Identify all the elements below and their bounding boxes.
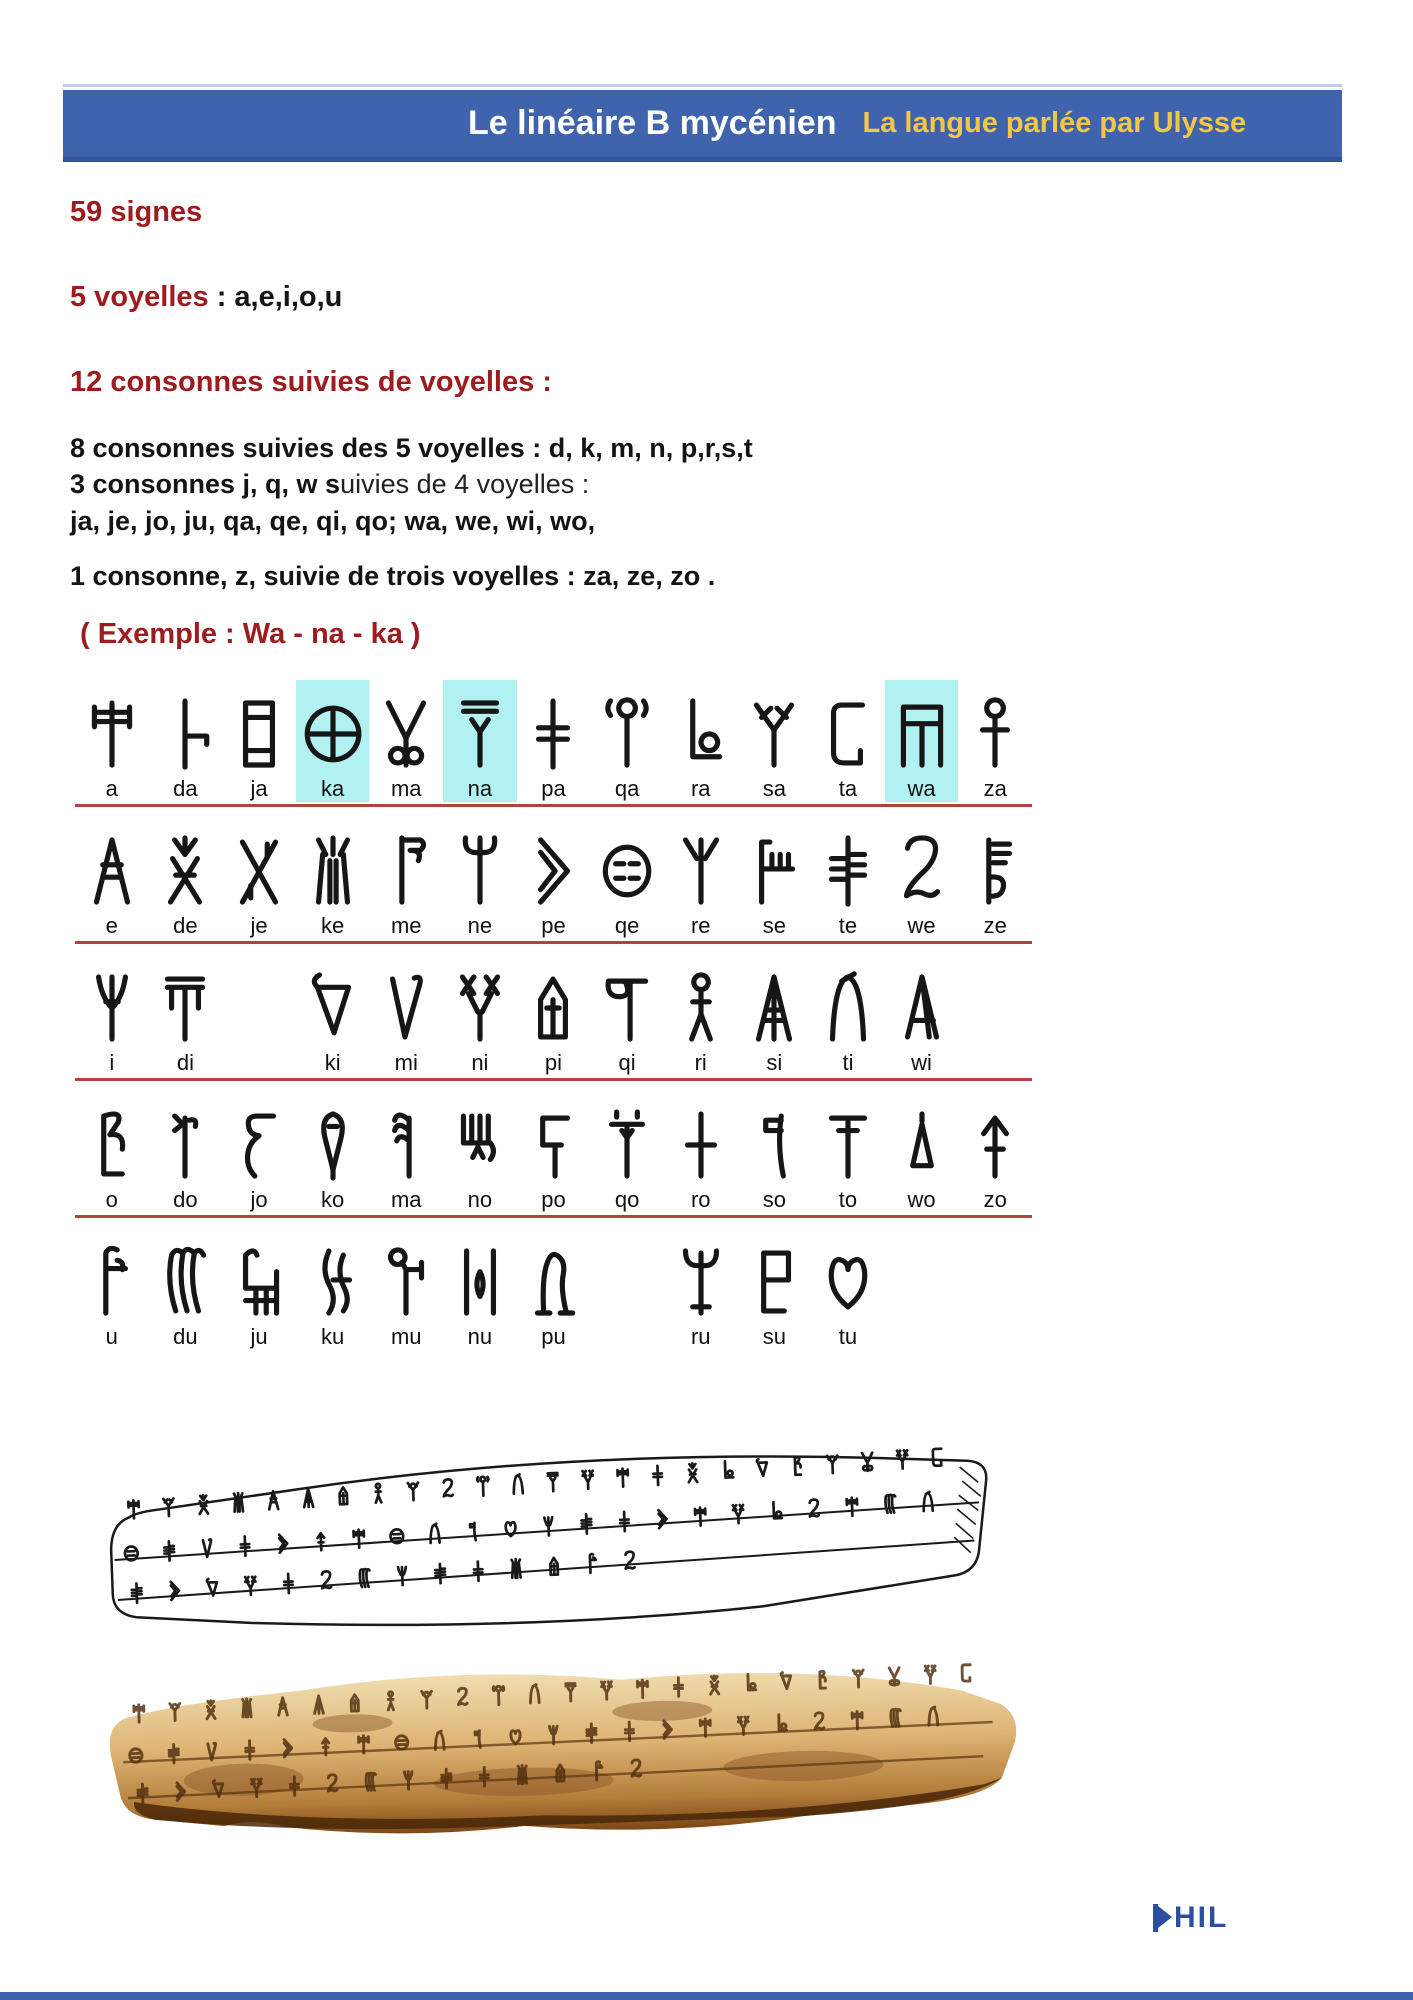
syllable-label: we xyxy=(907,913,936,938)
syllabary-row xyxy=(75,954,1032,1076)
syllable-label: qi xyxy=(618,1050,636,1075)
syllabary-cell-ro xyxy=(664,1091,738,1213)
linear-b-we-sign-icon xyxy=(891,829,953,913)
syllable-label: ru xyxy=(690,1324,711,1349)
linear-b-tu-sign-icon xyxy=(817,1240,879,1324)
linear-b-to-sign-icon xyxy=(817,1103,879,1187)
syllabary-cell-ja xyxy=(222,680,296,802)
syllable-label: no xyxy=(467,1187,493,1212)
syllabary-cell-sa xyxy=(738,680,812,802)
syllabary-cell-ka xyxy=(296,680,370,802)
syllabary-row xyxy=(75,1091,1032,1213)
syllabary-cell-ne xyxy=(443,817,517,939)
syllable-label: ne xyxy=(467,913,493,938)
header-top-rule xyxy=(63,84,1342,87)
linear-b-ke-sign-icon xyxy=(302,829,364,913)
syllable-label: wo xyxy=(907,1187,936,1212)
linear-b-do-sign-icon xyxy=(154,1103,216,1187)
syllable-label: si xyxy=(766,1050,783,1075)
syllable-label: ju xyxy=(250,1324,268,1349)
syllable-label: ze xyxy=(983,913,1007,938)
linear-b-pu-sign-icon xyxy=(522,1240,584,1324)
linear-b-wo-sign-icon xyxy=(891,1103,953,1187)
linear-b-di-sign-icon xyxy=(154,966,216,1050)
vowels-line xyxy=(70,281,342,314)
linear-b-wi-sign-icon xyxy=(891,966,953,1050)
syllabary-cell-wa xyxy=(885,680,959,802)
syllabary-cell-re xyxy=(664,817,738,939)
syllable-label: ma xyxy=(390,776,422,801)
linear-b-ri-sign-icon xyxy=(670,966,732,1050)
syllabary-cell-ko xyxy=(296,1091,370,1213)
tablet-line-drawing xyxy=(100,1438,1005,1638)
syllabary-cell-nu xyxy=(443,1228,517,1350)
linear-b-ta-sign-icon xyxy=(817,692,879,776)
syllable-label: so xyxy=(762,1187,786,1212)
syllabary-cell-so xyxy=(738,1091,812,1213)
linear-b-na-sign-icon xyxy=(449,692,511,776)
syllabary-cell-wi xyxy=(885,954,959,1076)
syllable-label: mi xyxy=(394,1050,418,1075)
bottom-blue-strip xyxy=(0,1992,1413,2000)
linear-b-qo-sign-icon xyxy=(596,1103,658,1187)
syllable-label: qe xyxy=(614,913,640,938)
linear-b-si-sign-icon xyxy=(743,966,805,1050)
linear-b-po-sign-icon xyxy=(522,1103,584,1187)
syllable-label: ra xyxy=(690,776,711,801)
syllable-label: po xyxy=(541,1187,566,1212)
linear-b-qe-sign-icon xyxy=(596,829,658,913)
linear-b-de-sign-icon xyxy=(154,829,216,913)
syllable-label: e xyxy=(105,913,118,938)
line-syllables: ja, je, jo, ju, qa, qe, qi, qo; wa, we, wi, wo, xyxy=(70,506,596,536)
syllable-label: ni xyxy=(471,1050,489,1075)
row-separator-rule xyxy=(75,941,1032,944)
linear-b-ne-sign-icon xyxy=(449,829,511,913)
syllable-label: se xyxy=(762,913,786,938)
syllabary-cell-pi xyxy=(517,954,591,1076)
linear-b-pe-sign-icon xyxy=(522,829,584,913)
linear-b-sa-sign-icon xyxy=(743,692,805,776)
syllabary-cell-si xyxy=(738,954,812,1076)
syllabary-cell-me xyxy=(369,817,443,939)
example-line: ( Exemple : Wa - na - ka ) xyxy=(80,618,421,650)
syllable-label: ki xyxy=(324,1050,341,1075)
syllabary-cell-zo xyxy=(958,1091,1032,1213)
linear-b-ru-sign-icon xyxy=(670,1240,732,1324)
syllable-label: a xyxy=(105,776,118,801)
linear-b-jo-sign-icon xyxy=(228,1103,290,1187)
tablet-photograph xyxy=(103,1653,1023,1838)
linear-b-pi-sign-icon xyxy=(522,966,584,1050)
linear-b-da-sign-icon xyxy=(154,692,216,776)
syllabary-cell-qe xyxy=(590,817,664,939)
syllabary-cell-qi xyxy=(590,954,664,1076)
linear-b-mi-sign-icon xyxy=(375,966,437,1050)
syllable-label: ma xyxy=(390,1187,422,1212)
syllable-label: u xyxy=(105,1324,118,1349)
row-separator-rule xyxy=(75,1215,1032,1218)
syllabary-cell-e xyxy=(75,817,149,939)
line-8-consonnes: 8 consonnes suivies des 5 voyelles : d, k, m, n, p,r,s,t xyxy=(70,433,753,463)
linear-b-mu-sign-icon xyxy=(375,1240,437,1324)
syllabary-cell-ta xyxy=(811,680,885,802)
syllable-label: pa xyxy=(541,776,566,801)
syllable-label: de xyxy=(173,913,198,938)
phil-logo xyxy=(1150,1903,1228,1933)
linear-b-ju-sign-icon xyxy=(228,1240,290,1324)
linear-b-ku-sign-icon xyxy=(302,1240,364,1324)
syllable-label: pi xyxy=(544,1050,563,1075)
linear-b-pa-sign-icon xyxy=(522,692,584,776)
syllabary-cell-ti xyxy=(811,954,885,1076)
syllable-label: ta xyxy=(838,776,858,801)
linear-b-je-sign-icon xyxy=(228,829,290,913)
syllabary-cell-de xyxy=(149,817,223,939)
syllable-label: pe xyxy=(541,913,566,938)
syllabary-cell-su xyxy=(738,1228,812,1350)
syllable-label: zo xyxy=(983,1187,1007,1212)
linear-b-ma-sign-icon xyxy=(375,692,437,776)
syllabary-cell-empty xyxy=(958,1228,1032,1350)
syllable-label: wa xyxy=(907,776,936,801)
linear-b-me-sign-icon xyxy=(375,829,437,913)
syllable-label: ri xyxy=(694,1050,707,1075)
syllabary-cell-mi xyxy=(369,954,443,1076)
syllabary-cell-du xyxy=(149,1228,223,1350)
syllabary-row xyxy=(75,680,1032,802)
syllabary-cell-pu xyxy=(517,1228,591,1350)
syllabary-cell-we xyxy=(885,817,959,939)
syllabary-cell-i xyxy=(75,954,149,1076)
syllabary-cell-ri xyxy=(664,954,738,1076)
header-bar xyxy=(63,90,1342,162)
linear-b-qa-sign-icon xyxy=(596,692,658,776)
syllabary-cell-ke xyxy=(296,817,370,939)
linear-b-mo-sign-icon xyxy=(375,1103,437,1187)
syllabary-cell-empty xyxy=(222,954,296,1076)
linear-b-ro-sign-icon xyxy=(670,1103,732,1187)
syllabary-cell-qo xyxy=(590,1091,664,1213)
linear-b-so-sign-icon xyxy=(743,1103,805,1187)
syllabary-cell-je xyxy=(222,817,296,939)
syllabary-cell-ze xyxy=(958,817,1032,939)
linear-b-ra-sign-icon xyxy=(670,692,732,776)
syllable-label: sa xyxy=(762,776,786,801)
syllabary-table xyxy=(75,680,1032,1350)
syllabary-cell-ma xyxy=(369,680,443,802)
linear-b-ki-sign-icon xyxy=(302,966,364,1050)
syllabary-cell-wo xyxy=(885,1091,959,1213)
syllabary-cell-ku xyxy=(296,1228,370,1350)
syllabary-cell-pa xyxy=(517,680,591,802)
syllable-label: re xyxy=(690,913,711,938)
linear-b-i-sign-icon xyxy=(81,966,143,1050)
syllable-label: je xyxy=(250,913,268,938)
syllabary-cell-no xyxy=(443,1091,517,1213)
syllable-label: ka xyxy=(321,776,345,801)
syllable-label: ko xyxy=(321,1187,345,1212)
syllabary-cell-empty xyxy=(885,1228,959,1350)
syllable-label: o xyxy=(105,1187,118,1212)
linear-b-ka-sign-icon xyxy=(302,692,364,776)
linear-b-su-sign-icon xyxy=(743,1240,805,1324)
syllabary-cell-da xyxy=(149,680,223,802)
syllable-label: me xyxy=(390,913,422,938)
linear-b-ti-sign-icon xyxy=(817,966,879,1050)
linear-b-o-sign-icon xyxy=(81,1103,143,1187)
syllable-label: za xyxy=(983,776,1007,801)
linear-b-ni-sign-icon xyxy=(449,966,511,1050)
syllabary-cell-o xyxy=(75,1091,149,1213)
syllabary-cell-tu xyxy=(811,1228,885,1350)
syllabary-cell-ki xyxy=(296,954,370,1076)
syllabary-row xyxy=(75,817,1032,939)
syllabary-cell-empty xyxy=(590,1228,664,1350)
linear-b-nu-sign-icon xyxy=(449,1240,511,1324)
syllabary-cell-mu xyxy=(369,1228,443,1350)
phil-logo-p-icon xyxy=(1150,1903,1174,1933)
page-title: Le linéaire B mycénien xyxy=(468,104,837,142)
vowels-list: : a,e,i,o,u xyxy=(208,281,343,313)
signs-count-heading: 59 signes xyxy=(70,196,203,228)
syllable-label: ro xyxy=(690,1187,711,1212)
syllabary-cell-a xyxy=(75,680,149,802)
page-subtitle: La langue parlée par Ulysse xyxy=(862,107,1247,139)
syllable-label: ku xyxy=(321,1324,345,1349)
linear-b-qi-sign-icon xyxy=(596,966,658,1050)
syllabary-cell-ru xyxy=(664,1228,738,1350)
syllable-label: na xyxy=(467,776,493,801)
syllable-label: qo xyxy=(614,1187,640,1212)
syllable-label: su xyxy=(762,1324,786,1349)
syllabary-cell-to xyxy=(811,1091,885,1213)
syllabary-cell-pe xyxy=(517,817,591,939)
line-1-consonne: 1 consonne, z, suivie de trois voyelles : za, ze, zo . xyxy=(70,561,716,591)
syllable-label: ti xyxy=(842,1050,854,1075)
linear-b-za-sign-icon xyxy=(964,692,1026,776)
syllabary-cell-ni xyxy=(443,954,517,1076)
syllable-label: to xyxy=(838,1187,858,1212)
row-separator-rule xyxy=(75,1078,1032,1081)
syllable-label: pu xyxy=(541,1324,566,1349)
syllabary-cell-jo xyxy=(222,1091,296,1213)
line-3-consonnes: 3 consonnes j, q, w suivies de 4 voyelles : xyxy=(70,469,590,499)
syllabary-row xyxy=(75,1228,1032,1350)
linear-b-no-sign-icon xyxy=(449,1103,511,1187)
syllable-label: da xyxy=(173,776,198,801)
syllable-label: i xyxy=(109,1050,115,1075)
linear-b-te-sign-icon xyxy=(817,829,879,913)
syllable-label: nu xyxy=(467,1324,493,1349)
syllable-label: te xyxy=(838,913,858,938)
syllable-label: ke xyxy=(321,913,345,938)
linear-b-du-sign-icon xyxy=(154,1240,216,1324)
linear-b-zo-sign-icon xyxy=(964,1103,1026,1187)
linear-b-ze-sign-icon xyxy=(964,829,1026,913)
syllable-label: wi xyxy=(911,1050,932,1075)
syllabary-cell-po xyxy=(517,1091,591,1213)
syllable-label: tu xyxy=(838,1324,858,1349)
linear-b-a-sign-icon xyxy=(81,692,143,776)
linear-b-ja-sign-icon xyxy=(228,692,290,776)
syllabary-cell-ma xyxy=(369,1091,443,1213)
linear-b-re-sign-icon xyxy=(670,829,732,913)
syllable-label: ja xyxy=(250,776,268,801)
syllabary-cell-na xyxy=(443,680,517,802)
linear-b-wa-sign-icon xyxy=(891,692,953,776)
syllable-label: jo xyxy=(250,1187,268,1212)
phil-logo-text: HIL xyxy=(1174,1901,1229,1934)
linear-b-ko-sign-icon xyxy=(302,1103,364,1187)
vowels-label: 5 voyelles xyxy=(70,281,209,313)
linear-b-e-sign-icon xyxy=(81,829,143,913)
syllable-label: do xyxy=(173,1187,198,1212)
row-separator-rule xyxy=(75,804,1032,807)
syllable-label: di xyxy=(176,1050,194,1075)
syllabary-cell-qa xyxy=(590,680,664,802)
syllabary-cell-di xyxy=(149,954,223,1076)
syllabary-cell-se xyxy=(738,817,812,939)
syllable-label: mu xyxy=(390,1324,422,1349)
syllabary-cell-empty xyxy=(958,954,1032,1076)
consonants-heading: 12 consonnes suivies de voyelles : xyxy=(70,366,552,398)
syllabary-cell-za xyxy=(958,680,1032,802)
linear-b-u-sign-icon xyxy=(81,1240,143,1324)
syllabary-cell-ju xyxy=(222,1228,296,1350)
syllabary-cell-do xyxy=(149,1091,223,1213)
syllable-label: du xyxy=(173,1324,198,1349)
linear-b-se-sign-icon xyxy=(743,829,805,913)
syllabary-cell-ra xyxy=(664,680,738,802)
syllabary-cell-u xyxy=(75,1228,149,1350)
syllable-label: qa xyxy=(614,776,640,801)
syllabary-cell-te xyxy=(811,817,885,939)
